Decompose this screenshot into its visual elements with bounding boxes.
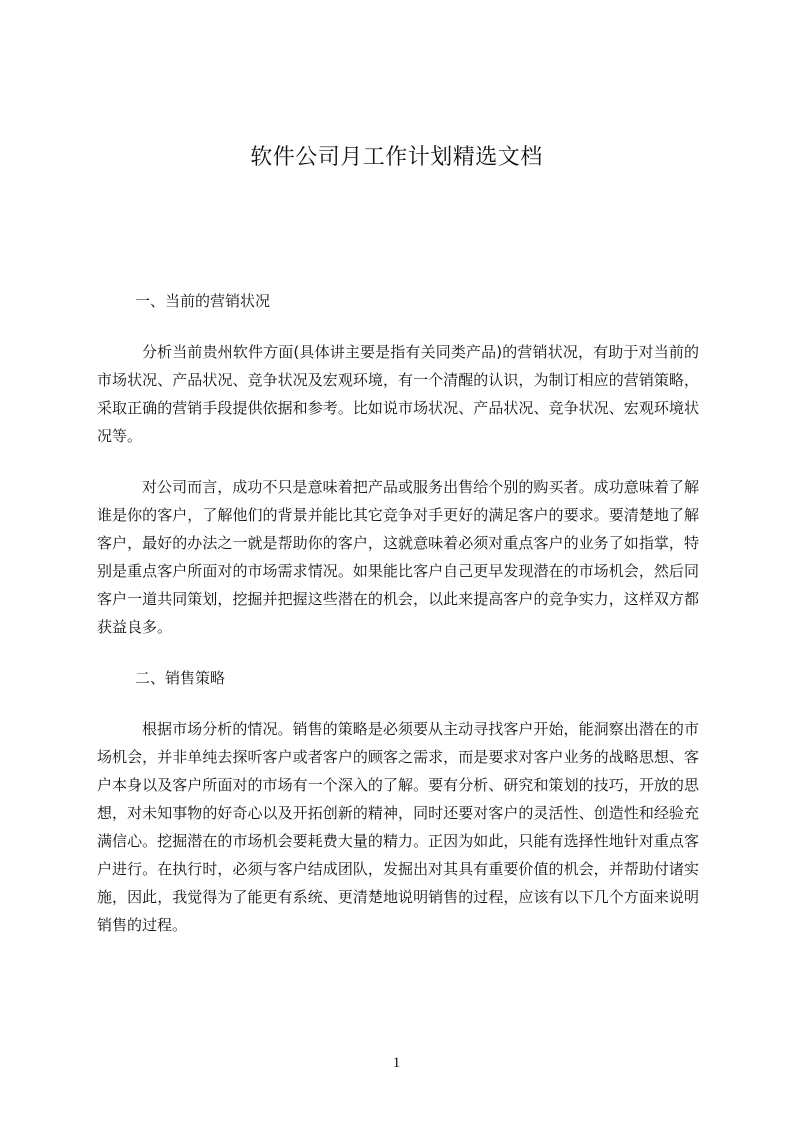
section-heading: 一、当前的营销状况 [135,292,271,310]
section-current-marketing [97,287,699,641]
section-heading: 二、销售策略 [135,669,226,687]
page-number: 1 [392,1055,401,1071]
paragraph: 根据市场分析的情况。销售的策略是必须要从主动寻找客户开始，能洞察出潜在的市场机会，并非单纯去探听客户或者客户的顾客之需求，而是要求对客户业务的战略思想、客户本身以及客户所面对的市场有一个深入的了解。要有分析、研究和策划的技巧，开放的思想，对未知事物的好奇心以及开拓创新的精神，同时还要对客户的灵活性、创造性和经验充满信心。挖掘潜在的市场机会要耗费大量的精力。正因为如此，只能有选择性地针对重点客户进行。在执行时，必须与客户结成团队，发掘出对其具有重要价值的机会，并帮助付诸实施，因此，我觉得为了能更有系统、更清楚地说明销售的过程，应该有以下几个方面来说明销售的过程。 [97,720,699,934]
document-body [97,287,699,962]
section-sales-strategy [97,664,699,939]
document-title: 软件公司月工作计划精选文档 [250,145,543,170]
paragraph: 分析当前贵州软件方面(具体讲主要是指有关同类产品)的营销状况，有助于对当前的市场状况、产品状况、竞争状况及宏观环境，有一个清醒的认识，为制订相应的营销策略，采取正确的营销手段提供依据和参考。比如说市场状况、产品状况、竞争状况、宏观环境状况等。 [97,343,699,445]
paragraph: 对公司而言，成功不只是意味着把产品或服务出售给个别的购买者。成功意味着了解谁是你的客户，了解他们的背景并能比其它竞争对手更好的满足客户的要求。要清楚地了解客户，最好的办法之一就是帮助你的客户，这就意味着必须对重点客户的业务了如指掌，特别是重点客户所面对的市场需求情况。如果能比客户自己更早发现潜在的市场机会，然后同客户一道共同策划，挖掘并把握这些潜在的机会，以此来提高客户的竞争实力，这样双方都获益良多。 [97,478,699,636]
